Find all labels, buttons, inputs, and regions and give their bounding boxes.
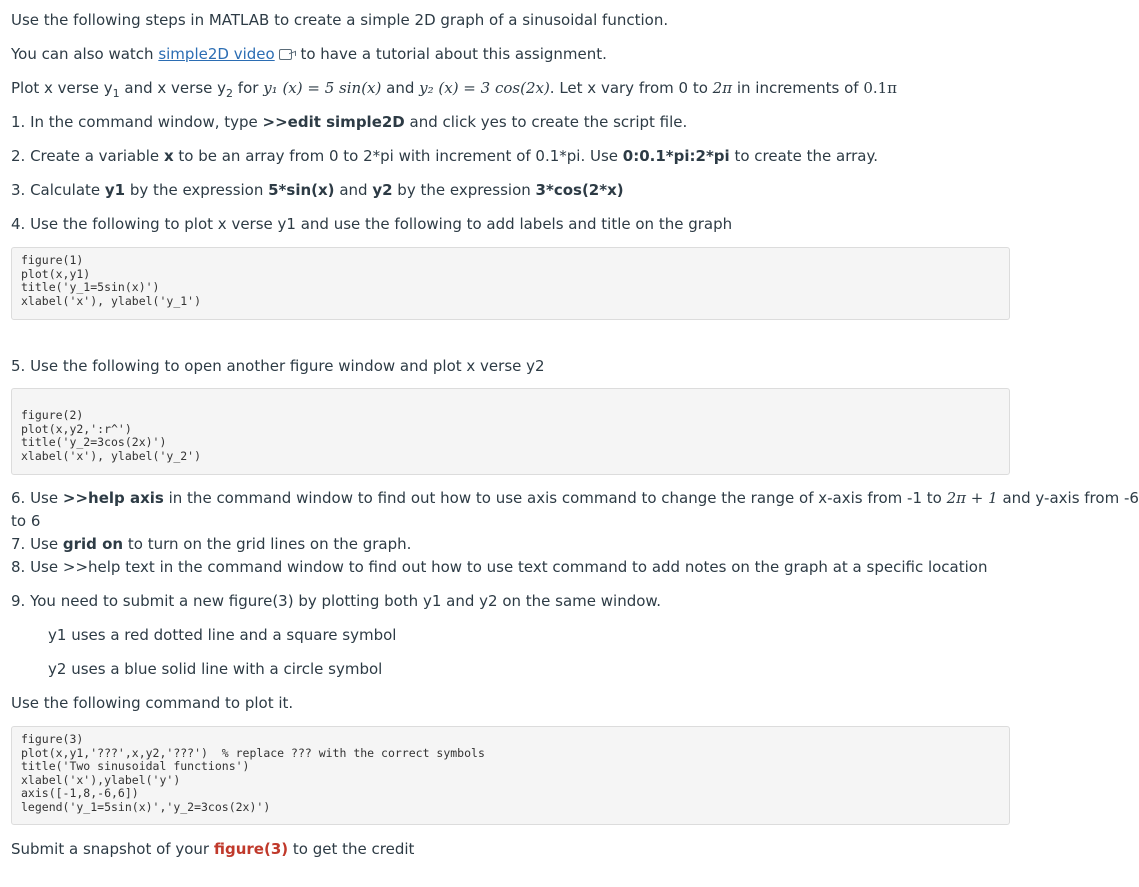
step-7-c: to turn on the grid lines on the graph.	[123, 535, 412, 553]
step-1-a: 1. In the command window, type	[11, 113, 263, 131]
y2-definition: y₂ (x) = 3 cos(2x)	[419, 79, 550, 97]
submit-figure: figure(3)	[213, 840, 289, 858]
step-5: 5. Use the following to open another figure window and plot x verse y2	[11, 357, 545, 375]
plot-instruction	[11, 79, 897, 100]
intro-line-2-pre: You can also watch	[11, 45, 159, 63]
step-9-y1-style: y1 uses a red dotted line and a square symbol	[48, 626, 397, 644]
step-9-y2-style: y2 uses a blue solid line with a circle symbol	[48, 660, 383, 678]
step-3-a: 3. Calculate	[11, 181, 105, 199]
step-7-a: 7. Use	[11, 535, 63, 553]
step-2	[11, 147, 878, 165]
step-3-y1: y1	[104, 181, 126, 199]
step-9: 9. You need to submit a new figure(3) by plotting both y1 and y2 on the same window.	[11, 592, 662, 610]
step-6-c: in the command window to find out how to use axis command to change the range of x-axis from -1 to	[163, 489, 947, 507]
step-6-a: 6. Use	[11, 489, 63, 507]
plot-sub-2: 2	[226, 87, 234, 100]
step-3-g: by the expression	[392, 181, 536, 199]
step-7	[11, 535, 411, 553]
plot-text-f: in increments of	[732, 79, 864, 97]
intro-line-1: Use the following steps in MATLAB to create a simple 2D graph of a sinusoidal function.	[11, 11, 669, 29]
step-3	[11, 181, 624, 199]
submit-a: Submit a snapshot of your	[11, 840, 214, 858]
plot-text-b: and x verse y	[119, 79, 227, 97]
step-6-e: and y-axis from -6	[997, 489, 1139, 507]
step-1-c: and click yes to create the script file.	[404, 113, 688, 131]
submit-c: to get the credit	[288, 840, 415, 858]
y1-definition: y₁ (x) = 5 sin(x)	[263, 79, 382, 97]
code-block-2: figure(2) plot(x,y2,':r^') title('y_2=3cos(2x)') xlabel('x'), ylabel('y_2')	[11, 388, 1010, 475]
step-3-c: by the expression	[125, 181, 269, 199]
external-link-icon	[279, 49, 292, 60]
step-4: 4. Use the following to plot x verse y1 and use the following to add labels and title on the graph	[11, 215, 733, 233]
code-block-1: figure(1) plot(x,y1) title('y_1=5sin(x)') xlabel('x'), ylabel('y_1')	[11, 247, 1010, 320]
step-3-e: and	[334, 181, 373, 199]
step-2-var: x	[163, 147, 174, 165]
intro-line-2	[11, 45, 607, 63]
step-6	[11, 489, 1139, 507]
intro-line-2-post: to have a tutorial about this assignment.	[295, 45, 607, 63]
simple2d-video-link[interactable]: simple2D video	[158, 45, 275, 63]
step-1	[11, 113, 687, 131]
submit-line	[11, 840, 414, 858]
step-3-expr1: 5*sin(x)	[268, 181, 335, 199]
plot-sub-1: 1	[112, 87, 120, 100]
increment: 0.1π	[863, 79, 898, 97]
step-6-cont: to 6	[11, 512, 41, 530]
step-2-c: to be an array from 0 to 2*pi with increment of 0.1*pi. Use	[173, 147, 623, 165]
step-2-expr: 0:0.1*pi:2*pi	[622, 147, 730, 165]
step-2-a: 2. Create a variable	[11, 147, 164, 165]
step-7-command: grid on	[62, 535, 124, 553]
step-8: 8. Use >>help text in the command window to find out how to use text command to add notes on the graph at a specific location	[11, 558, 988, 576]
step-6-range: 2π + 1	[946, 489, 998, 507]
step-6-command: >>help axis	[62, 489, 164, 507]
plot-text-c: for	[233, 79, 264, 97]
plot-text-e: . Let x vary from 0 to	[549, 79, 713, 97]
two-pi: 2π	[712, 79, 733, 97]
step-3-expr2: 3*cos(2*x)	[535, 181, 624, 199]
use-command-text: Use the following command to plot it.	[11, 694, 294, 712]
step-3-y2: y2	[372, 181, 393, 199]
plot-text-d: and	[381, 79, 420, 97]
step-1-command: >>edit simple2D	[262, 113, 405, 131]
step-2-e: to create the array.	[729, 147, 879, 165]
code-block-3: figure(3) plot(x,y1,'???',x,y2,'???') % replace ??? with the correct symbols title('Two sinusoidal functions') xlabel('x'),ylabel('y') axis([-1,8,-6,6]) legend('y_1=5sin(x)','y_2=3cos(2x)')	[11, 726, 1010, 825]
plot-text-a: Plot x verse y	[11, 79, 113, 97]
